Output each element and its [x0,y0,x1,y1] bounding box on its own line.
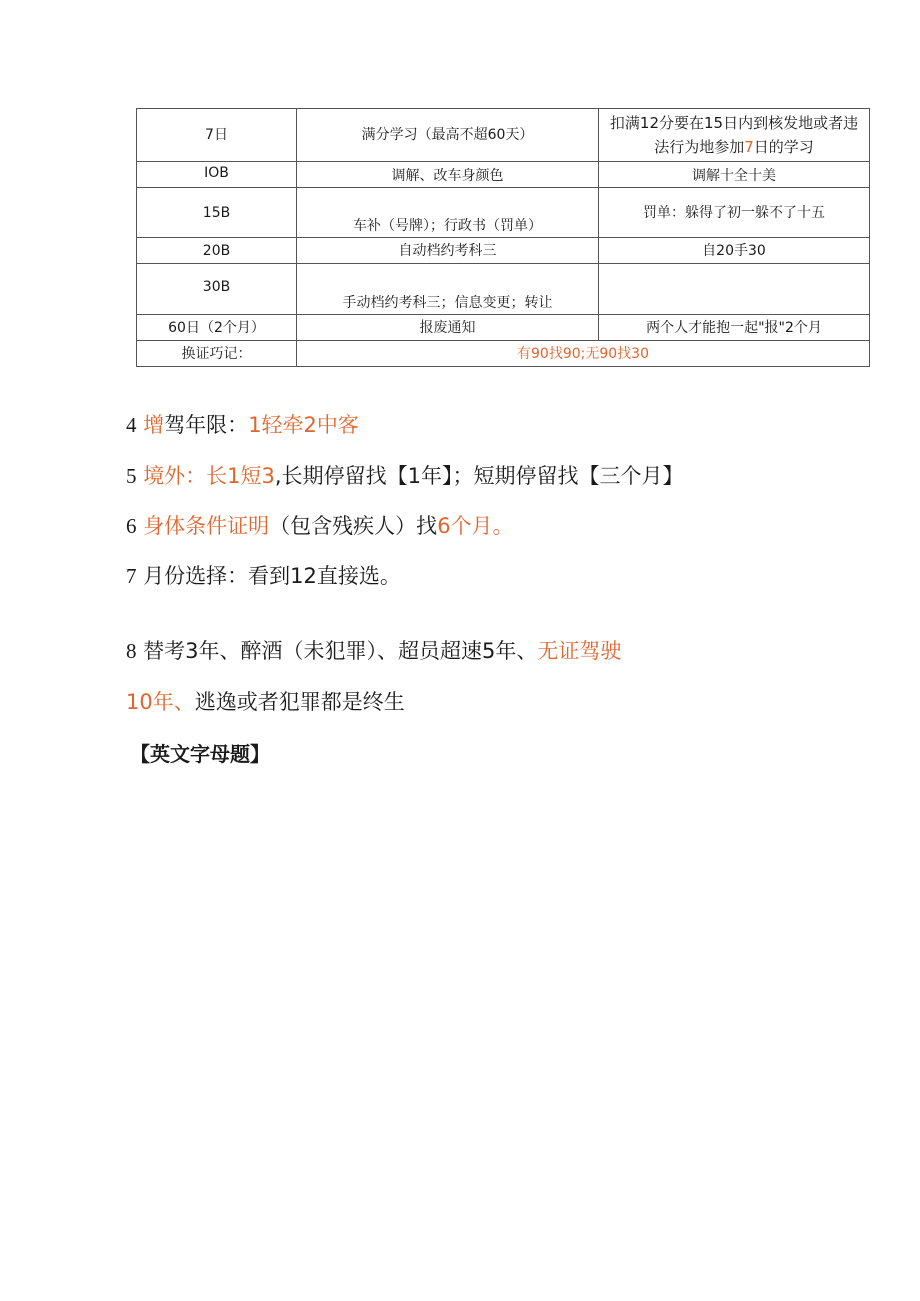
table-cell: 有90找90;无90找30 [297,341,870,367]
line-number: 5 [126,464,137,488]
table-cell: 60日（2个月） [137,315,297,341]
table-cell: 自20手30 [599,238,870,264]
table-cell: 调解十全十美 [599,162,870,188]
memory-table [136,108,870,367]
cell-text: 扣满12分要在15日内到核发地或者违 [609,114,859,132]
note-highlight: 身体条件证明 [143,514,270,538]
table-row [137,109,870,162]
note-text: 替考3年、醉酒（未犯罪）、超员超速5年、 [143,639,538,663]
note-line-5 [126,462,683,490]
table-cell [599,109,870,162]
note-highlight: 境外：长1短3 [143,464,275,488]
table-row [137,162,870,188]
cell-text: 法行为地参加 [654,138,745,156]
note-text: 月份选择：看到12直接选。 [143,564,401,588]
table-cell: 7日 [137,109,297,162]
note-line-7 [126,562,401,590]
table-row [137,315,870,341]
line-number: 4 [126,413,137,437]
table-row [137,238,870,264]
note-highlight: 1轻牵2中客 [248,413,359,437]
line-number: 6 [126,514,137,538]
table-row [137,264,870,315]
note-text: ,长期停留找【1年】；短期停留找【三个月】 [274,464,684,488]
table-cell: 罚单：躲得了初一躲不了十五 [599,188,870,238]
table-row [137,188,870,238]
table-cell: 两个人才能抱一起"报"2个月 [599,315,870,341]
table-cell: 手动档约考科三；信息变更；转让 [297,264,599,315]
table-cell: 车补（号牌）；行政书（罚单） [297,188,599,238]
note-text: 增 [143,413,165,437]
table-cell: 换证巧记： [137,341,297,367]
note-line-4 [126,411,359,439]
note-line-8 [126,637,621,665]
note-text: 逃逸或者犯罪都是终生 [194,690,405,714]
table-cell: 30B [137,264,297,315]
note-line-6 [126,512,514,540]
table-cell: IOB [137,162,297,188]
table-row [137,341,870,367]
note-text: （包含残疾人）找 [269,514,438,538]
table-cell [599,264,870,315]
table-cell: 20B [137,238,297,264]
note-highlight: 6个月。 [437,514,514,538]
line-number: 7 [126,564,137,588]
line-number: 8 [126,639,137,663]
table-cell: 满分学习（最高不超60天） [297,109,599,162]
note-highlight: 无证驾驶 [537,639,622,663]
highlight-number: 7 [744,138,754,156]
section-heading: 【英文字母题】 [130,742,270,766]
note-highlight: 10年、 [126,690,195,714]
cell-text: 日的学习 [753,138,814,156]
note-text: 驾年限： [164,413,249,437]
table-cell: 15B [137,188,297,238]
table-cell: 报废通知 [297,315,599,341]
table-cell: 调解、改车身颜色 [297,162,599,188]
note-line-continued [126,688,405,716]
table-cell: 自动档约考科三 [297,238,599,264]
